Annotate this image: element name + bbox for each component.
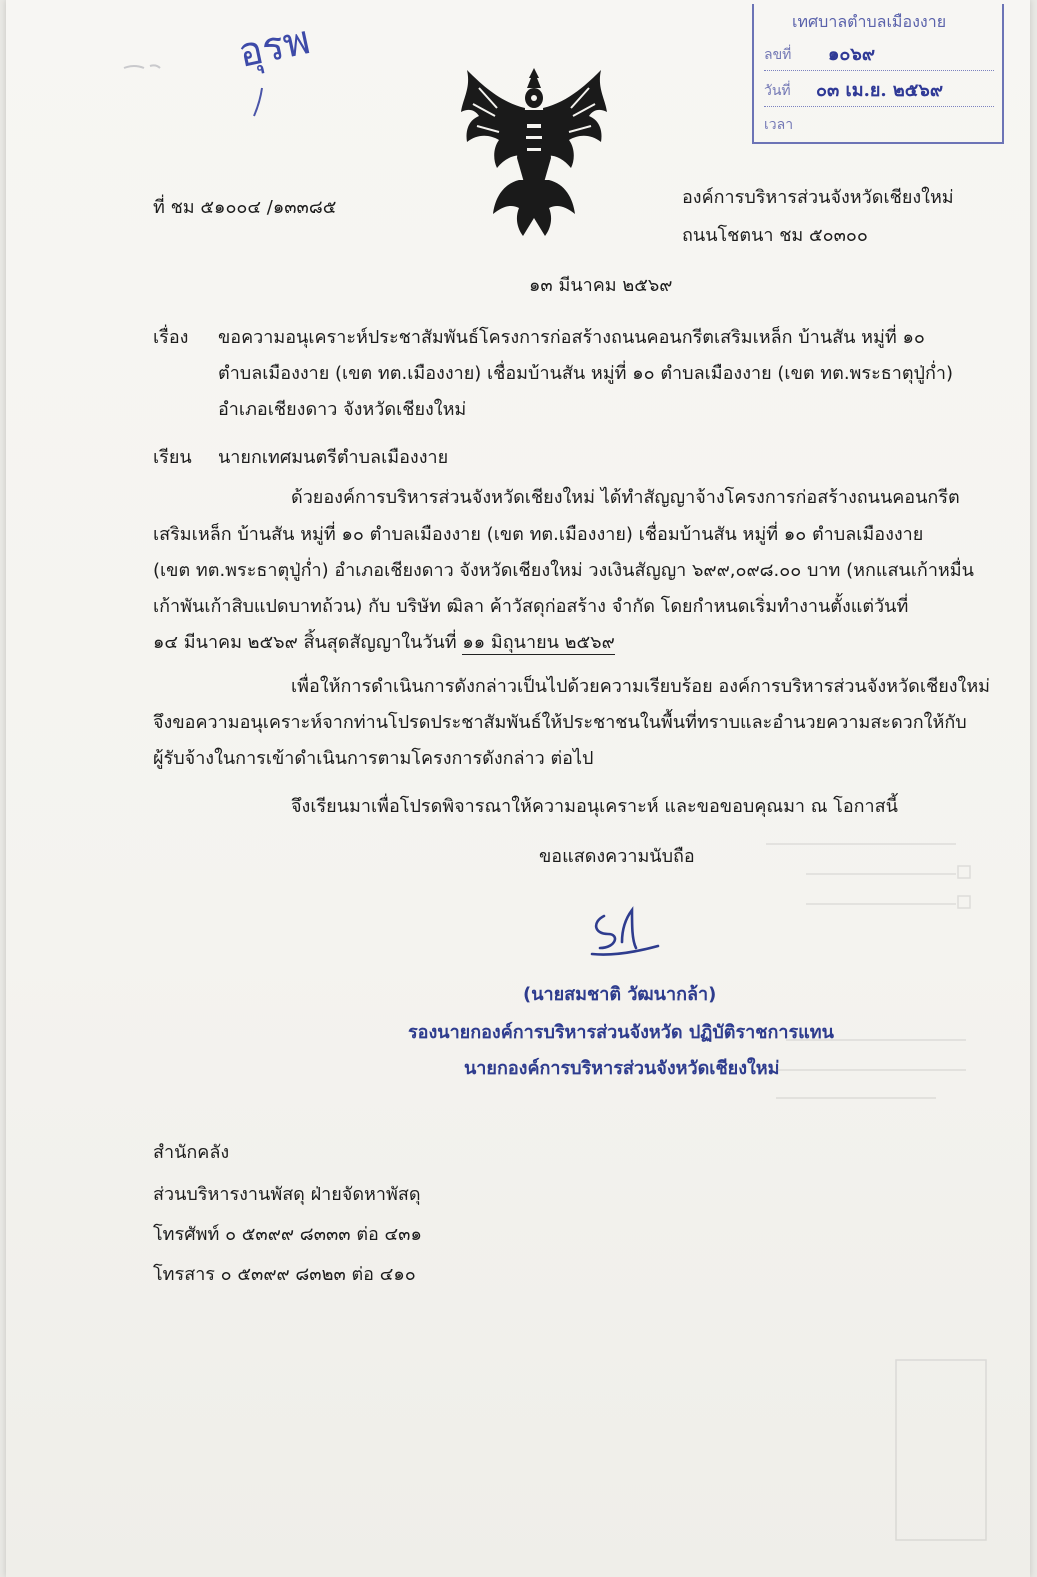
signatory-position-line-1: รองนายกองค์การบริหารส่วนจังหวัด ปฏิบัติราชการแทน [408,1022,834,1043]
handwritten-mark-icon [114,40,274,120]
body-para2-line-1: เพื่อให้การดำเนินการดังกล่าวเป็นไปด้วยความเรียบร้อย องค์การบริหารส่วนจังหวัดเชียงใหม่ [291,676,991,697]
stamp-date-row [764,74,994,107]
stamp-title: เทศบาลตำบลเมืองงาย [792,12,947,31]
body-para1-line-5 [153,631,615,655]
stamp-date-label: วันที่ [764,83,791,99]
subject-line-3: อำเภอเชียงดาว จังหวัดเชียงใหม่ [218,399,467,420]
subject-label: เรื่อง [153,327,189,348]
signature-icon [586,902,666,960]
stamp-time-row [764,108,994,140]
stamp-number-label: ลขที่ [764,47,792,63]
subject-line-2: ตำบลเมืองงาย (เขต ทต.เมืองงาย) เชื่อมบ้านสัน หมู่ที่ ๑๐ ตำบลเมืองงาย (เขต ทต.พระธาตุปู่ก่ำ) [218,363,953,384]
recipient-label: เรียน [153,447,192,468]
bleed-through-decoration [746,830,996,1550]
reference-number: ที่ ชม ๕๑๐๐๔ /๑๓๓๘๕ [153,197,337,218]
contract-start-text: ๑๔ มีนาคม ๒๕๖๙ สิ้นสุดสัญญาในวันที่ [153,632,463,653]
body-para1-line-1: ด้วยองค์การบริหารส่วนจังหวัดเชียงใหม่ ได้ทำสัญญาจ้างโครงการก่อสร้างถนนคอนกรีต [291,487,960,508]
sender-organization: องค์การบริหารส่วนจังหวัดเชียงใหม่ [682,187,954,208]
body-para1-line-4: เก้าพันเก้าสิบแปดบาทถ้วน) กับ บริษัท ฒิลา ค้าวัสดุก่อสร้าง จำกัด โดยกำหนดเริ่มทำงานตั้งแต่วันที่ [153,596,909,617]
contact-fax: โทรสาร ๐ ๕๓๙๙ ๘๓๒๓ ต่อ ๔๑๐ [153,1264,416,1285]
body-para1-line-3: (เขต ทต.พระธาตุปู่ก่ำ) อำเภอเชียงดาว จังหวัดเชียงใหม่ วงเงินสัญญา ๖๙๙,๐๙๘.๐๐ บาท (หกแสนเก้าหมื่น [153,560,974,581]
body-para3: จึงเรียนมาเพื่อโปรดพิจารณาให้ความอนุเคราะห์ และขอขอบคุณมา ณ โอกาสนี้ [291,796,898,817]
contract-end-date: ๑๑ มิถุนายน ๒๕๖๙ [462,632,615,653]
contact-division: ส่วนบริหารงานพัสดุ ฝ่ายจัดหาพัสดุ [153,1184,421,1205]
sender-address: ถนนโชตนา ชม ๕๐๓๐๐ [682,225,868,246]
recipient-name: นายกเทศมนตรีตำบลเมืองงาย [218,447,449,468]
body-para2-line-2: จึงขอความอนุเคราะห์จากท่านโปรดประชาสัมพันธ์ให้ประชาชนในพื้นที่ทราบและอำนวยความสะดวกให้กับ [153,712,967,733]
letter-page [6,0,1030,1577]
signatory-name: (นายสมชาติ วัฒนากล้า) [523,984,717,1005]
handwritten-note: อุรพ [234,17,315,77]
letter-date: ๑๓ มีนาคม ๒๕๖๙ [529,275,673,296]
contact-department: สำนักคลัง [153,1142,230,1163]
subject-line-1: ขอความอนุเคราะห์ประชาสัมพันธ์โครงการก่อสร้างถนนคอนกรีตเสริมเหล็ก บ้านสัน หมู่ที่ ๑๐ [218,327,925,348]
stamp-date-value: ๐๓ เม.ย. ๒๕๖๙ [816,80,944,101]
signatory-position-line-2: นายกองค์การบริหารส่วนจังหวัดเชียงใหม่ [464,1058,780,1079]
garuda-emblem-icon [459,68,609,240]
received-stamp [752,4,1004,144]
body-para2-line-3: ผู้รับจ้างในการเข้าดำเนินการตามโครงการดังกล่าว ต่อไป [153,748,594,769]
stamp-number-row [764,38,994,71]
closing-salutation: ขอแสดงความนับถือ [539,846,695,867]
stamp-time-label: เวลา [764,117,794,133]
stamp-number-value: ๑๐๖๙ [828,44,876,65]
body-para1-line-2: เสริมเหล็ก บ้านสัน หมู่ที่ ๑๐ ตำบลเมืองงาย (เขต ทต.เมืองงาย) เชื่อมบ้านสัน หมู่ที่ ๑๐ ตำบลเมืองงาย [153,524,924,545]
contact-phone: โทรศัพท์ ๐ ๕๓๙๙ ๘๓๓๓ ต่อ ๔๓๑ [153,1224,422,1245]
